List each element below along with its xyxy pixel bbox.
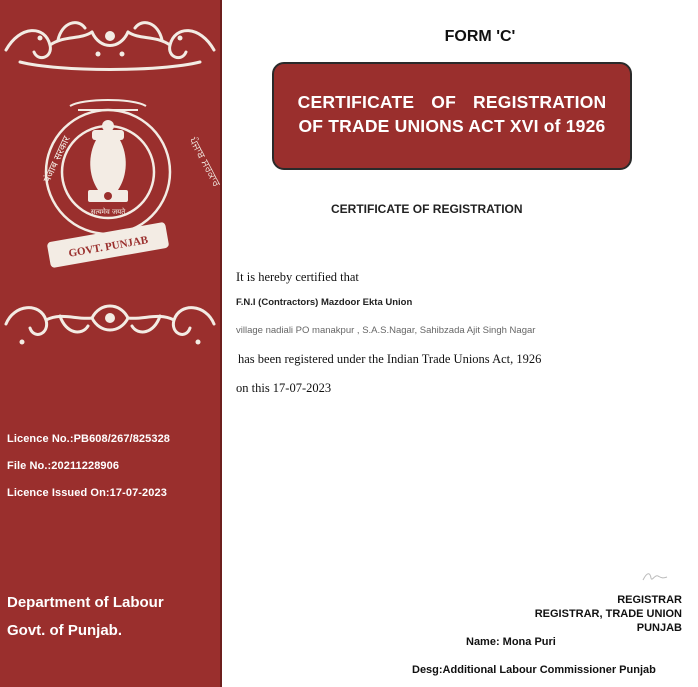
certificate-banner [272, 62, 632, 170]
registrar-office: REGISTRAR, TRADE UNION [534, 608, 682, 620]
department-name: Department of Labour [7, 594, 164, 611]
banner-line-2: OF TRADE UNIONS ACT XVI of 1926 [298, 116, 606, 136]
emblem-ring-text-right: ਪੰਜਾਬ ਸਰਕਾਰ [186, 135, 222, 189]
file-number: File No.:20211228906 [7, 460, 120, 472]
sidebar-panel [0, 0, 222, 687]
registrar-state: PUNJAB [636, 622, 682, 634]
emblem-ribbon-text: GOVT. PUNJAB [67, 234, 150, 260]
banner-line-1: CERTIFICATE OF REGISTRATION [297, 92, 607, 112]
registrar-title: REGISTRAR [617, 594, 682, 606]
ornament-scroll-middle [0, 290, 220, 360]
registrar-name: Name: Mona Puri [466, 636, 556, 648]
registration-date: on this 17-07-2023 [236, 381, 332, 395]
certificate-subtitle: CERTIFICATE OF REGISTRATION [331, 202, 523, 216]
union-name: F.N.I (Contractors) Mazdoor Ekta Union [236, 297, 413, 308]
form-title: FORM 'C' [444, 28, 516, 45]
emblem-ring-text-left: पंजाब सरकार [41, 134, 73, 185]
registration-statement: has been registered under the Indian Trade Unions Act, 1926 [238, 352, 542, 366]
registrar-signature [640, 568, 670, 586]
government-name: Govt. of Punjab. [7, 622, 122, 639]
govt-punjab-emblem [18, 80, 222, 275]
union-address: village nadiali PO manakpur , S.A.S.Nagar, Sahibzada Ajit Singh Nagar [236, 325, 536, 336]
licence-number: Licence No.:PB608/267/825328 [7, 433, 171, 445]
certified-statement: It is hereby certified that [236, 270, 359, 284]
licence-issued-date: Licence Issued On:17-07-2023 [7, 487, 167, 499]
registrar-designation: Desg:Additional Labour Commissioner Punjab [412, 664, 656, 676]
certificate-body [222, 0, 698, 687]
ornament-scroll-top [0, 10, 220, 80]
emblem-motto: सत्यमेव जयते [90, 208, 126, 216]
